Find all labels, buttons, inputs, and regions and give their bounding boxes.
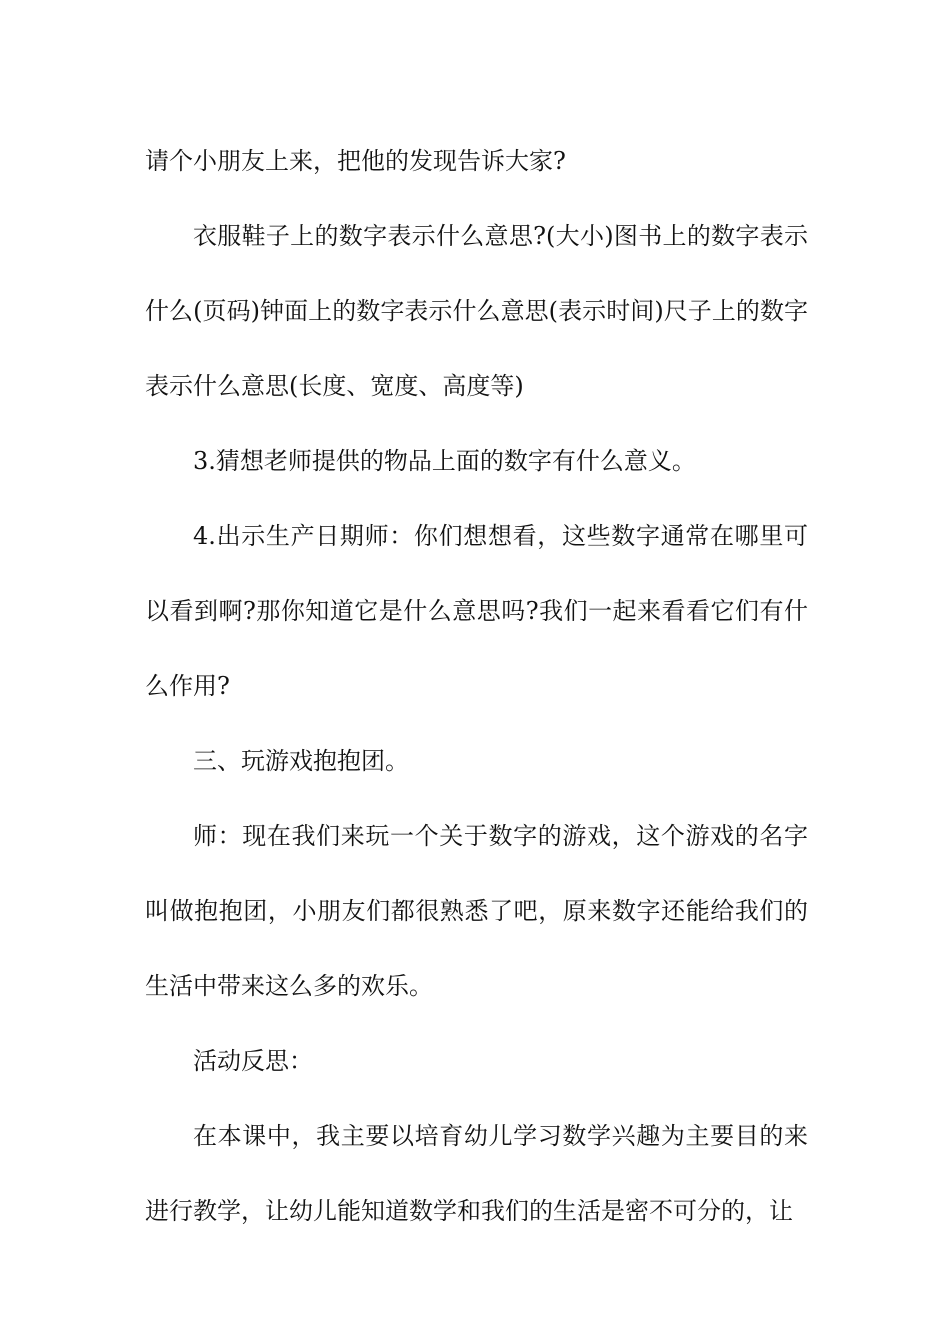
document-page <box>145 124 808 1249</box>
section-heading-game: 三、玩游戏抱抱团。 <box>193 747 409 775</box>
paragraph-clothes-numbers: 衣服鞋子上的数字表示什么意思?(大小)图书上的数字表示什么(页码)钟面上的数字表示什么意思(表示时间)尺子上的数字表示什么意思(长度、宽度、高度等) <box>145 222 808 400</box>
paragraph-teacher-game: 师：现在我们来玩一个关于数字的游戏，这个游戏的名字叫做抱抱团，小朋友们都很熟悉了吧，原来数字还能给我们的生活中带来这么多的欢乐。 <box>145 822 808 1000</box>
section-heading-reflection: 活动反思： <box>193 1047 313 1075</box>
paragraph-continued: 请个小朋友上来，把他的发现告诉大家? <box>145 147 566 175</box>
paragraph-step-3: 3.猜想老师提供的物品上面的数字有什么意义。 <box>193 447 696 475</box>
paragraph-step-4: 4.出示生产日期师：你们想想看，这些数字通常在哪里可以看到啊?那你知道它是什么意思吗?我们一起来看看它们有什么作用? <box>145 522 808 700</box>
paragraph-reflection: 在本课中，我主要以培育幼儿学习数学兴趣为主要目的来进行教学，让幼儿能知道数学和我们的生活是密不可分的，让 <box>145 1122 808 1225</box>
